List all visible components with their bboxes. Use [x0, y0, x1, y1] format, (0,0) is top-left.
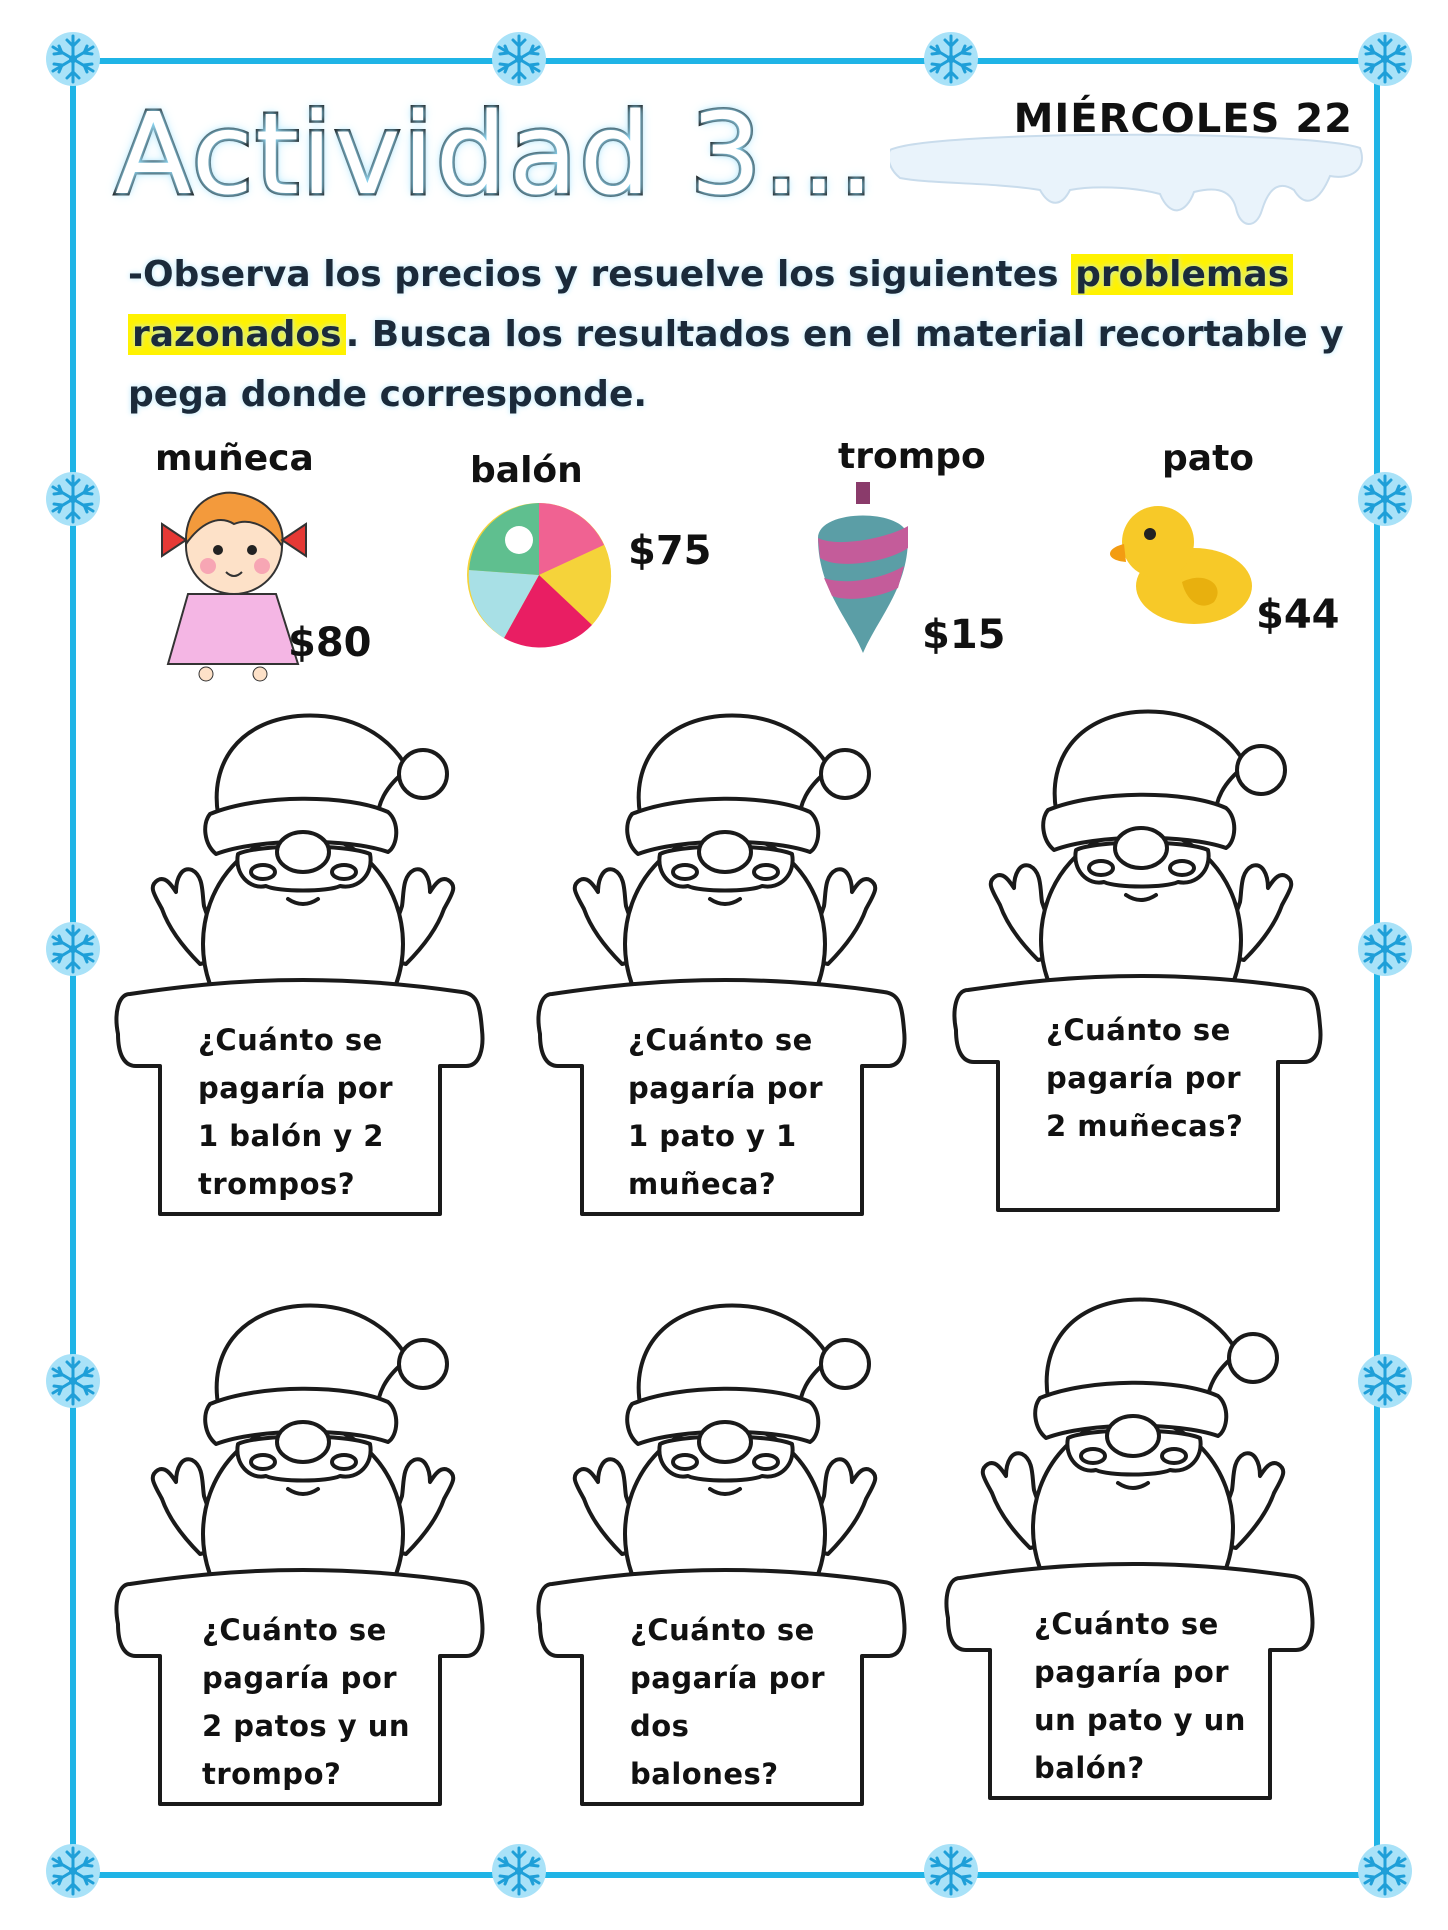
ball-illustration [464, 500, 614, 650]
snowflake-icon [1356, 1352, 1414, 1410]
problem-card [510, 1284, 940, 1824]
snowflake-icon [490, 30, 548, 88]
instructions [128, 245, 1348, 425]
snowflake-icon [44, 30, 102, 88]
problem-question: ¿Cuánto se pagaría por 1 pato y 1 muñeca? [628, 1023, 824, 1201]
item-name-muneca: muñeca [155, 438, 314, 479]
snowflake-icon [1356, 1842, 1414, 1900]
price-trompo: $15 [922, 612, 1006, 658]
snowflake-icon [1356, 920, 1414, 978]
price-pato: $44 [1256, 592, 1340, 638]
item-name-balon: balón [470, 450, 583, 491]
snowflake-icon [922, 1842, 980, 1900]
instructions-highlight: razonados [128, 314, 346, 355]
problem-card [88, 694, 518, 1234]
problem-question: ¿Cuánto se pagaría por 2 muñecas? [1046, 1013, 1244, 1143]
duck-illustration [1096, 490, 1256, 630]
problem-card [918, 1278, 1348, 1818]
date-label: MIÉRCOLES 22 [1013, 96, 1353, 142]
problem-card [88, 1284, 518, 1824]
snowflake-icon [44, 1842, 102, 1900]
spinning-top-illustration [808, 478, 918, 658]
problem-card [510, 694, 940, 1234]
snowflake-icon [490, 1842, 548, 1900]
problem-question: ¿Cuánto se pagaría por un pato y un balón? [1034, 1607, 1246, 1785]
instructions-text: . Busca los resultados en el material recortable y pega donde corresponde. [128, 314, 1344, 415]
snowflake-icon [922, 30, 980, 88]
item-name-pato: pato [1162, 438, 1255, 479]
instructions-highlight: problemas [1071, 254, 1293, 295]
instructions-text: -Observa los precios y resuelve los siguientes [128, 254, 1072, 295]
problem-question: ¿Cuánto se pagaría por 2 patos y un trompo? [202, 1613, 411, 1791]
problem-card [926, 690, 1356, 1230]
price-balon: $75 [628, 528, 712, 574]
snowflake-icon [44, 470, 102, 528]
problem-question: ¿Cuánto se pagaría por 1 balón y 2 trompos? [198, 1023, 394, 1201]
item-name-trompo: trompo [838, 436, 986, 477]
page-title: Actividad 3... [115, 90, 877, 220]
snowflake-icon [1356, 30, 1414, 88]
price-muneca: $80 [288, 620, 372, 666]
snowflake-icon [1356, 470, 1414, 528]
problem-question: ¿Cuánto se pagaría por dos balones? [630, 1613, 826, 1791]
snow-cap-decoration [890, 130, 1370, 240]
